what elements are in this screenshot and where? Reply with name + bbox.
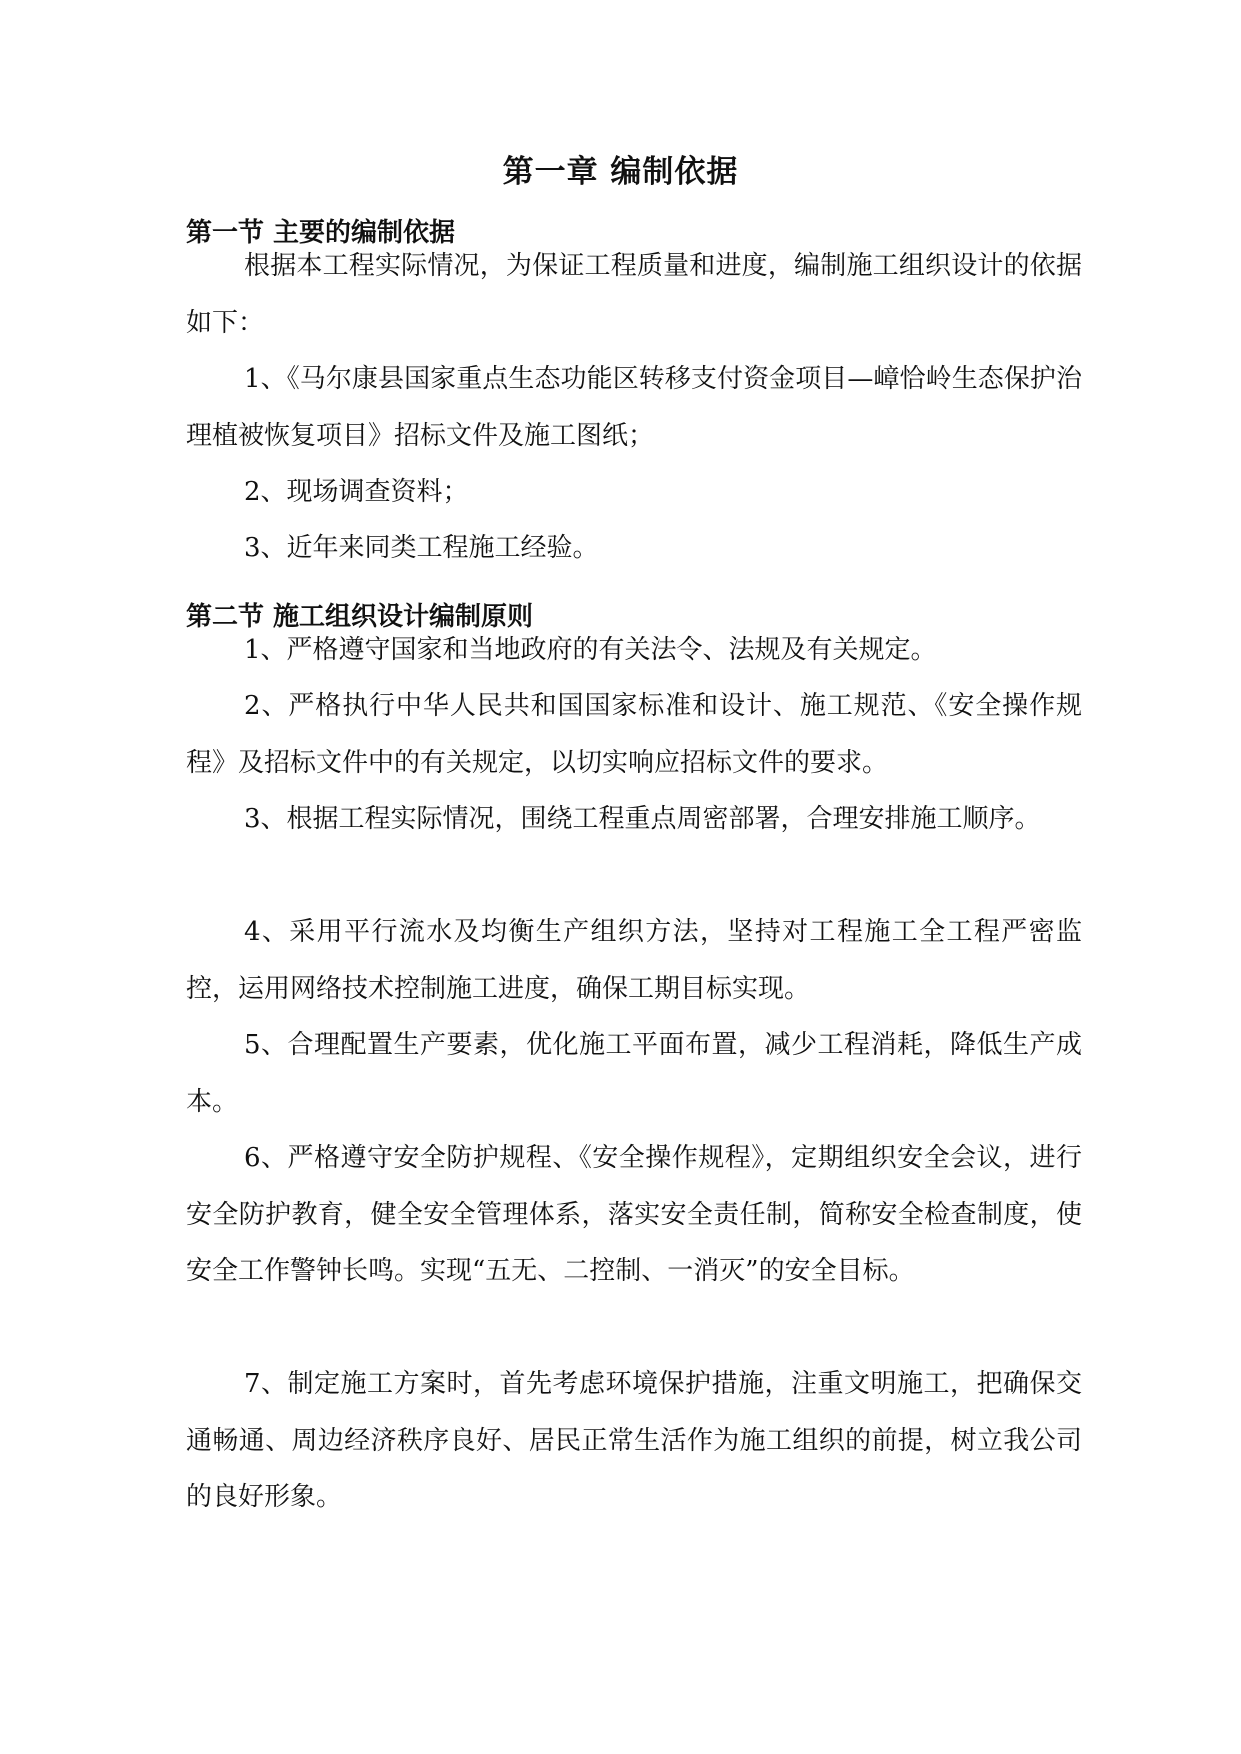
paragraph-principle-4: 4、采用平行流水及均衡生产组织方法，坚持对工程施工全工程严密监控，运用网络技术控制施工进度，确保工期目标实现。	[186, 917, 1082, 1004]
paragraph-principle-2: 2、严格执行中华人民共和国国家标准和设计、施工规范、《安全操作规程》及招标文件中的有关规定，以切实响应招标文件的要求。	[186, 691, 1082, 778]
paragraph-intro: 根据本工程实际情况，为保证工程质量和进度，编制施工组织设计的依据如下：	[186, 251, 1082, 338]
paragraph-basis-2: 2、现场调查资料；	[244, 477, 469, 507]
paragraph-principle-3: 3、根据工程实际情况，围绕工程重点周密部署，合理安排施工顺序。	[244, 804, 1041, 834]
section-title-principles: 第二节 施工组织设计编制原则	[186, 602, 534, 632]
paragraph-basis-3: 3、近年来同类工程施工经验。	[244, 533, 599, 563]
paragraph-principle-1: 1、严格遵守国家和当地政府的有关法令、法规及有关规定。	[244, 635, 937, 665]
chapter-title: 第一章 编制依据	[502, 154, 739, 190]
section-title-main-basis: 第一节 主要的编制依据	[186, 218, 456, 248]
paragraph-basis-1: 1、《马尔康县国家重点生态功能区转移支付资金项目—嶂恰岭生态保护治理植被恢复项目》招标文件及施工图纸；	[186, 364, 1082, 451]
paragraph-principle-7: 7、制定施工方案时，首先考虑环境保护措施，注重文明施工，把确保交通畅通、周边经济秩序良好、居民正常生活作为施工组织的前提，树立我公司的良好形象。	[186, 1369, 1082, 1512]
paragraph-principle-6: 6、严格遵守安全防护规程、《安全操作规程》，定期组织安全会议，进行安全防护教育，健全安全管理体系，落实安全责任制，简称安全检查制度，使安全工作警钟长鸣。实现“五无、二控制、一消灭”的安全目标。	[186, 1143, 1082, 1286]
paragraph-principle-5: 5、合理配置生产要素，优化施工平面布置，减少工程消耗，降低生产成本。	[186, 1030, 1082, 1117]
